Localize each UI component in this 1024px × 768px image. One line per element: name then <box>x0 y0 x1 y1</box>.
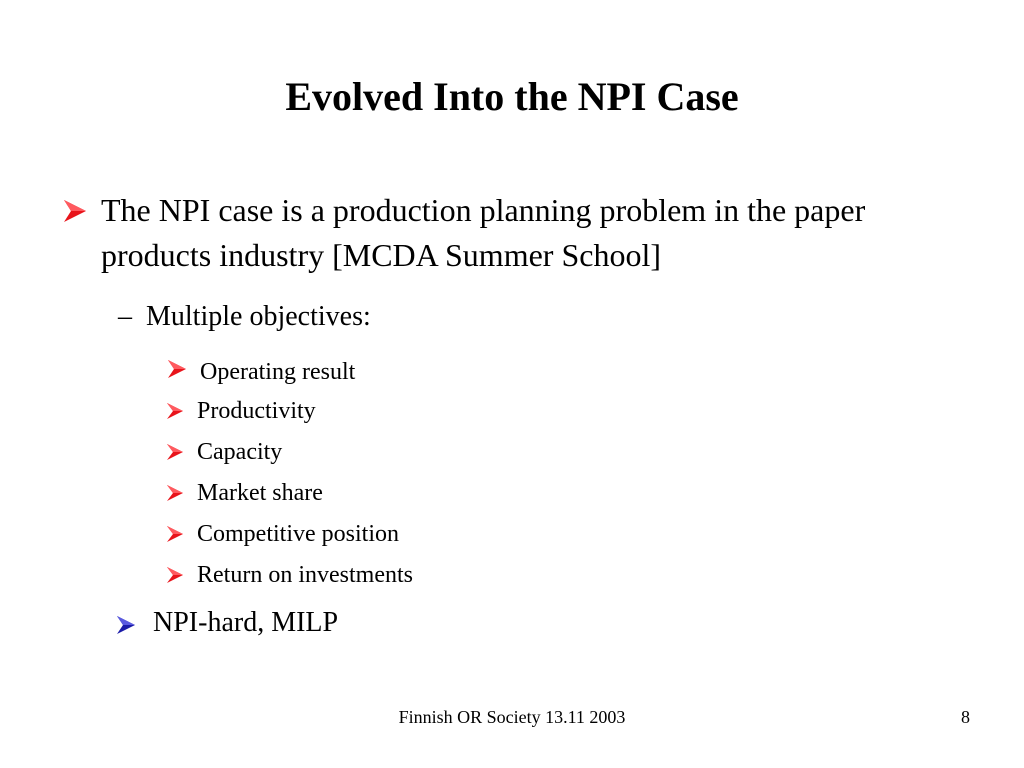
arrow-bullet-icon <box>166 525 184 543</box>
arrow-bullet-icon <box>62 198 88 224</box>
objective-text: Operating result <box>200 359 356 385</box>
sub-bullet-text: Multiple objectives: <box>146 301 371 332</box>
objective-text: Market share <box>197 480 323 506</box>
objective-item <box>166 518 466 550</box>
objective-item <box>166 477 466 509</box>
objective-item <box>166 559 486 591</box>
slide-title: Evolved Into the NPI Case <box>285 74 739 119</box>
page-number: 8 <box>961 707 970 727</box>
arrow-bullet-icon <box>166 358 188 380</box>
npi-bullet <box>116 604 416 644</box>
objective-text: Capacity <box>197 439 283 465</box>
npi-bullet-text: NPI-hard, MILP <box>153 607 339 638</box>
main-bullet <box>62 188 992 278</box>
objective-text: Return on investments <box>197 562 413 588</box>
objective-text: Productivity <box>197 398 316 424</box>
dash-bullet: – <box>118 301 132 332</box>
objective-item <box>166 395 466 427</box>
arrow-bullet-icon <box>166 566 184 584</box>
footer-text: Finnish OR Society 13.11 2003 <box>398 707 626 727</box>
arrow-bullet-icon <box>166 484 184 502</box>
main-bullet-text: The NPI case is a production planning problem in the paper products industry [MCDA Summer School] <box>101 192 866 273</box>
sub-bullet <box>118 297 518 337</box>
arrow-bullet-icon <box>166 443 184 461</box>
arrow-bullet-icon <box>116 615 136 635</box>
objective-item <box>166 436 466 468</box>
objective-text: Competitive position <box>197 521 399 547</box>
arrow-bullet-icon <box>166 402 184 420</box>
objective-item <box>166 354 466 386</box>
